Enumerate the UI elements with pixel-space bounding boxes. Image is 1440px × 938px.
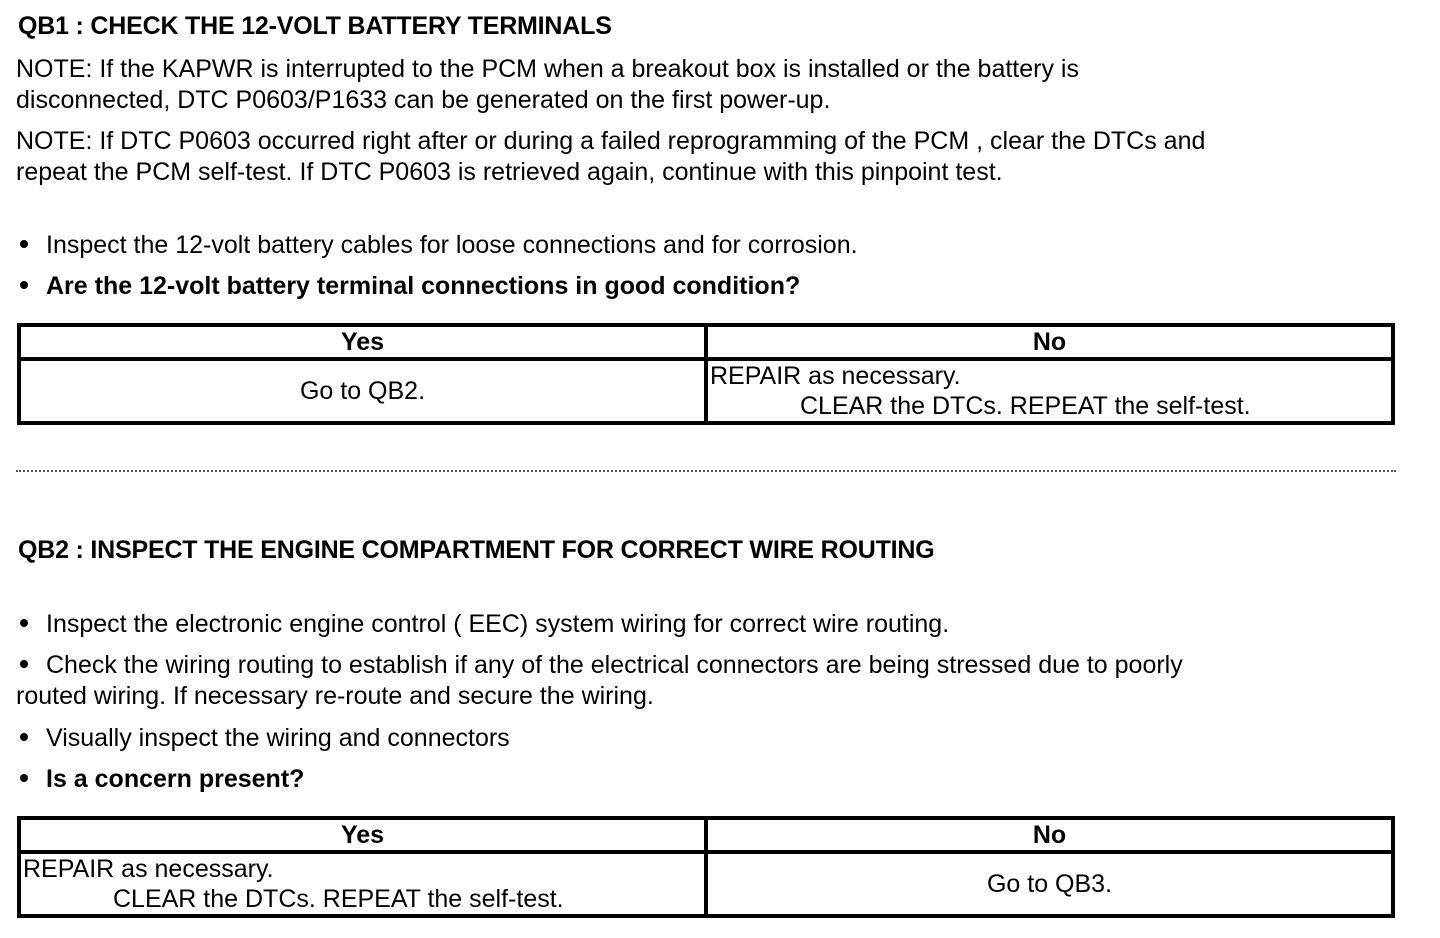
qb1-note-kapwr: NOTE: If the KAPWR is interrupted to the PCM when a breakout box is installed or the battery is disconnected, DTC P0603/P1633 can be generated on the first power-up. xyxy=(16,55,1079,114)
bullet-text: Inspect the electronic engine control ( EEC) system wiring for correct wire routing. xyxy=(46,610,950,638)
qb2-no-cell: Go to QB3. xyxy=(706,852,1393,916)
qb1-heading: QB1 : CHECK THE 12-VOLT BATTERY TERMINALS xyxy=(18,12,612,40)
qb2-no-header: No xyxy=(706,818,1393,852)
bullet-dot-icon xyxy=(20,774,28,782)
section-divider xyxy=(16,470,1396,472)
qb2-yes-cell xyxy=(19,852,706,916)
bullet-text: Visually inspect the wiring and connectors xyxy=(46,724,510,752)
qb1-yes-header: Yes xyxy=(19,325,706,359)
qb1-no-cell-line2: CLEAR the DTCs. REPEAT the self-test. xyxy=(800,392,1251,420)
qb1-no-cell xyxy=(706,359,1393,423)
bullet-dot-icon xyxy=(20,281,28,289)
qb1-bullet-question xyxy=(16,240,1396,302)
qb2-decision-table xyxy=(17,816,1395,918)
bullet-text: Inspect the 12-volt battery cables for loose connections and for corrosion. xyxy=(46,231,858,259)
qb2-yes-header: Yes xyxy=(19,818,706,852)
qb2-heading: QB2 : INSPECT THE ENGINE COMPARTMENT FOR CORRECT WIRE ROUTING xyxy=(18,536,935,564)
qb2-bullet-question xyxy=(16,733,1396,795)
qb2-yes-cell-line1: REPAIR as necessary. xyxy=(23,855,274,883)
bullet-text: Is a concern present? xyxy=(46,765,305,793)
bullet-dot-icon xyxy=(20,660,28,668)
qb1-no-header: No xyxy=(706,325,1393,359)
qb2-yes-cell-line2: CLEAR the DTCs. REPEAT the self-test. xyxy=(113,885,564,913)
bullet-text: Are the 12-volt battery terminal connections in good condition? xyxy=(46,272,801,300)
qb1-no-cell-line1: REPAIR as necessary. xyxy=(710,362,961,390)
bullet-text: Check the wiring routing to establish if any of the electrical connectors are being stressed due to poorly routed wiring. If necessary re-route and secure the wiring. xyxy=(16,651,1183,710)
qb1-note-p0603: NOTE: If DTC P0603 occurred right after or during a failed reprogramming of the PCM , clear the DTCs and repeat the PCM self-test. If DTC P0603 is retrieved again, continue with this pinpoint test. xyxy=(16,127,1206,186)
qb1-decision-table xyxy=(17,323,1395,425)
qb1-yes-cell: Go to QB2. xyxy=(19,359,706,423)
